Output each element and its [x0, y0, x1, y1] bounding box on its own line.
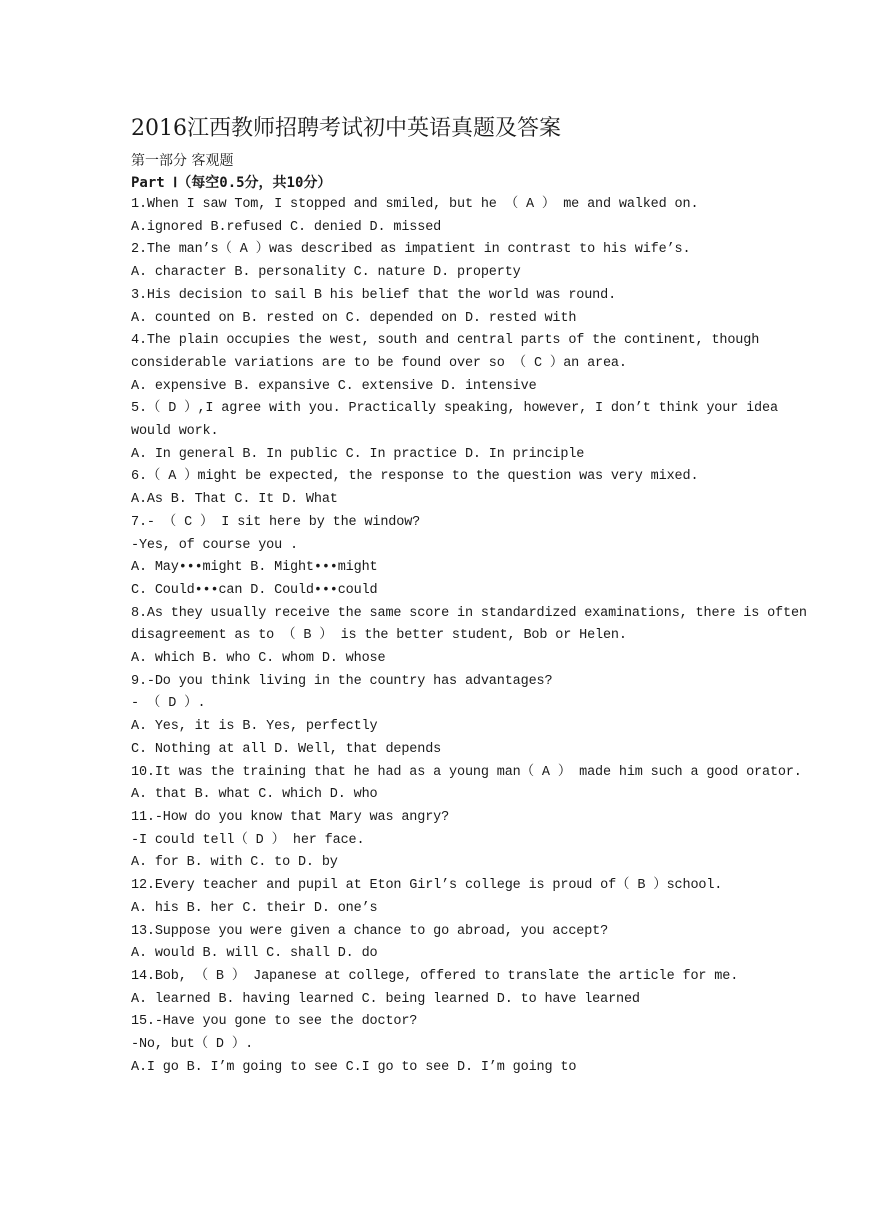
text-line: 13.Suppose you were given a chance to go abroad, you accept? [131, 923, 609, 939]
text-line: 4.The plain occupies the west, south and central parts of the continent, though [131, 333, 760, 349]
text-line: 15.-Have you gone to see the doctor? [131, 1014, 418, 1030]
text-line: -No, but（ D ）. [131, 1037, 254, 1053]
text-line: A.As B. That C. It D. What [131, 492, 338, 508]
text-line: 3.His decision to sail B his belief that the world was round. [131, 287, 617, 303]
text-line: 7.- （ C ） I sit here by the window? [131, 514, 421, 530]
text-line: 8.As they usually receive the same score in standardized examinations, there is often [131, 605, 807, 621]
text-line: 11.-How do you know that Mary was angry? [131, 809, 450, 825]
text-line: would work. [131, 424, 219, 440]
text-line: A. learned B. having learned C. being learned D. to have learned [131, 991, 640, 1007]
text-line: A. that B. what C. which D. who [131, 787, 378, 803]
text-line: A. character B. personality C. nature D. property [131, 265, 521, 281]
document-content [131, 112, 807, 1079]
section-heading: 第一部分 客观题 [131, 153, 234, 169]
text-line: 9.-Do you think living in the country has advantages? [131, 673, 553, 689]
text-line: A. which B. who C. whom D. whose [131, 651, 386, 667]
text-line: A. Yes, it is B. Yes, perfectly [131, 719, 378, 735]
text-line: A. for B. with C. to D. by [131, 855, 338, 871]
text-line: disagreement as to （ B ） is the better student, Bob or Helen. [131, 628, 627, 644]
document-title: 2016江西教师招聘考试初中英语真题及答案 [131, 116, 561, 141]
text-line: A. counted on B. rested on C. depended on D. rested with [131, 310, 577, 326]
question-list [131, 194, 807, 1079]
text-line: -Yes, of course you . [131, 537, 298, 553]
text-line: 14.Bob, （ B ） Japanese at college, offered to translate the article for me. [131, 968, 739, 984]
text-line: 5.（ D ）,I agree with you. Practically speaking, however, I don’t think your idea [131, 401, 778, 417]
text-line: C. Could•••can D. Could•••could [131, 582, 378, 598]
text-line: A.ignored B.refused C. denied D. missed [131, 219, 442, 235]
part-heading: Part Ⅰ（每空0.5分，共10分） [131, 175, 332, 191]
text-line: 12.Every teacher and pupil at Eton Girl’s college is proud of（ B ）school. [131, 878, 723, 894]
text-line: A. expensive B. expansive C. extensive D. intensive [131, 378, 537, 394]
text-line: 10.It was the training that he had as a young man（ A ） made him such a good orator. [131, 764, 802, 780]
text-line: 1.When I saw Tom, I stopped and smiled, but he （ A ） me and walked on. [131, 197, 699, 212]
text-line: A. May•••might B. Might•••might [131, 560, 378, 576]
text-line: C. Nothing at all D. Well, that depends [131, 741, 442, 757]
text-line: - （ D ）. [131, 696, 206, 712]
text-line: -I could tell（ D ） her face. [131, 832, 365, 848]
text-line: 2.The man’s（ A ）was described as impatient in contrast to his wife’s. [131, 242, 691, 258]
text-line: A.I go B. I’m going to see C.I go to see D. I’m going to [131, 1059, 577, 1075]
text-line: A. would B. will C. shall D. do [131, 946, 378, 962]
text-line: 6.（ A ）might be expected, the response to the question was very mixed. [131, 469, 699, 485]
text-line: A. his B. her C. their D. one’s [131, 900, 378, 916]
text-line: A. In general B. In public C. In practice D. In principle [131, 446, 585, 462]
text-line: considerable variations are to be found over so （ C ）an area. [131, 355, 627, 371]
